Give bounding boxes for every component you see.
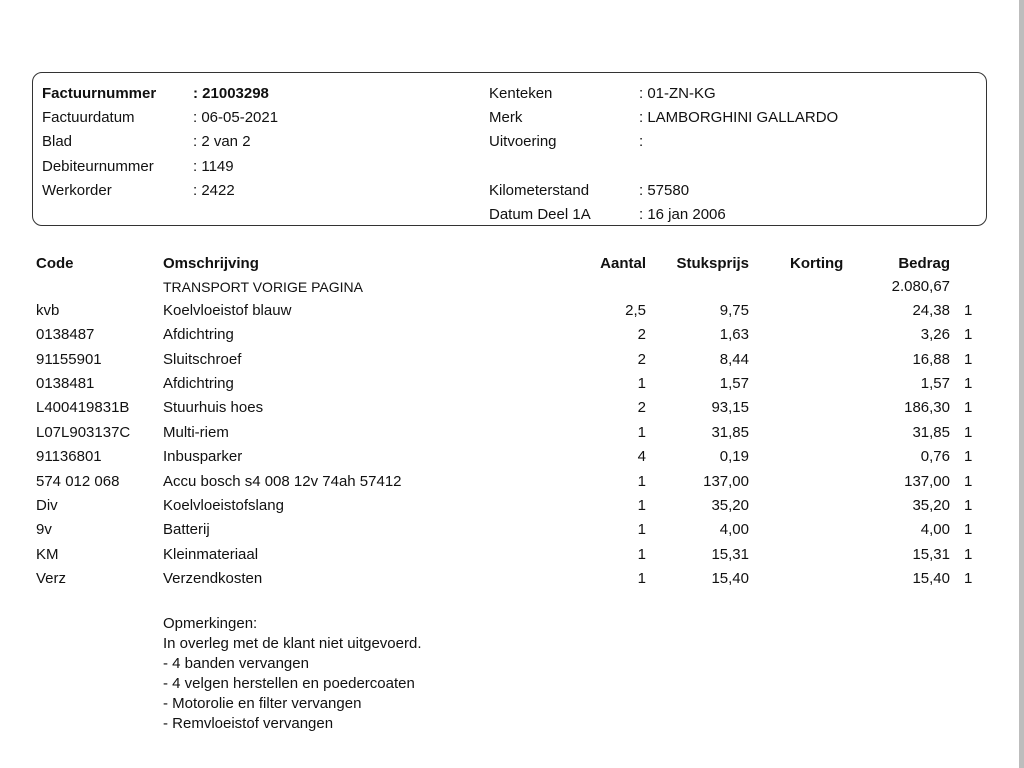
item-unit-price: 0,19	[719, 448, 749, 465]
item-vat-code: 1	[964, 570, 973, 587]
brand-value: : LAMBORGHINI GALLARDO	[639, 109, 839, 126]
remarks-line: In overleg met de klant niet uitgevoerd.	[163, 635, 422, 652]
item-code: Div	[36, 497, 58, 514]
item-description: Koelvloeistofslang	[163, 497, 284, 514]
item-unit-price: 1,63	[719, 326, 749, 343]
item-amount: 137,00	[904, 473, 950, 490]
item-quantity: 1	[637, 424, 646, 441]
table-row	[0, 325, 1024, 349]
item-amount: 186,30	[904, 399, 950, 416]
item-vat-code: 1	[964, 375, 973, 392]
item-quantity: 2	[637, 399, 646, 416]
remarks-line: - Remvloeistof vervangen	[163, 715, 334, 732]
item-description: Sluitschroef	[163, 351, 242, 368]
item-amount: 15,40	[912, 570, 950, 587]
item-unit-price: 15,31	[711, 546, 749, 563]
item-amount: 4,00	[920, 521, 950, 538]
item-description: Inbusparker	[163, 448, 243, 465]
item-quantity: 2	[637, 351, 646, 368]
invoice-number-value: : 21003298	[193, 85, 269, 102]
invoice-date-value: : 06-05-2021	[193, 109, 279, 126]
column-header-quantity: Aantal	[600, 255, 646, 272]
item-description: Accu bosch s4 008 12v 74ah 57412	[163, 473, 402, 490]
table-row	[0, 350, 1024, 374]
item-unit-price: 1,57	[719, 375, 749, 392]
item-code: KM	[36, 546, 59, 563]
registration-date-value: : 16 jan 2006	[639, 206, 726, 223]
remarks-title: Opmerkingen:	[163, 615, 258, 632]
item-vat-code: 1	[964, 546, 973, 563]
item-amount: 35,20	[912, 497, 950, 514]
item-code: 9v	[36, 521, 52, 538]
item-code: L400419831B	[36, 399, 130, 416]
table-row	[0, 301, 1024, 325]
item-vat-code: 1	[964, 521, 973, 538]
item-unit-price: 9,75	[719, 302, 749, 319]
item-amount: 3,26	[920, 326, 950, 343]
item-quantity: 1	[637, 546, 646, 563]
item-quantity: 2	[637, 326, 646, 343]
mileage-label: Kilometerstand	[489, 182, 590, 199]
debtor-number-value: : 1149	[193, 158, 234, 175]
item-amount: 24,38	[912, 302, 950, 319]
item-vat-code: 1	[964, 326, 973, 343]
table-row	[0, 423, 1024, 447]
item-code: 91155901	[36, 351, 102, 368]
item-vat-code: 1	[964, 302, 973, 319]
remarks-line: - 4 velgen herstellen en poedercoaten	[163, 675, 415, 692]
item-vat-code: 1	[964, 473, 973, 490]
item-description: Koelvloeistof blauw	[163, 302, 292, 319]
column-header-description: Omschrijving	[163, 255, 259, 272]
item-code: L07L903137C	[36, 424, 131, 441]
variant-value: :	[639, 133, 644, 150]
variant-label: Uitvoering	[489, 133, 557, 150]
transport-row	[0, 277, 1024, 301]
invoice-date-label: Factuurdatum	[42, 109, 135, 126]
item-quantity: 2,5	[625, 302, 646, 319]
registration-date-label: Datum Deel 1A	[489, 206, 591, 223]
item-unit-price: 93,15	[711, 399, 749, 416]
item-description: Kleinmateriaal	[163, 546, 259, 563]
item-amount: 15,31	[912, 546, 950, 563]
item-amount: 1,57	[920, 375, 950, 392]
item-unit-price: 8,44	[719, 351, 749, 368]
page-label: Blad	[42, 133, 73, 150]
column-header-amount: Bedrag	[898, 255, 950, 272]
table-row	[0, 374, 1024, 398]
mileage-value: : 57580	[639, 182, 690, 199]
remarks-line: - 4 banden vervangen	[163, 655, 309, 672]
item-unit-price: 4,00	[719, 521, 749, 538]
invoice-number-label: Factuurnummer	[42, 85, 157, 102]
license-plate-value: : 01-ZN-KG	[639, 85, 716, 102]
item-unit-price: 31,85	[711, 424, 749, 441]
table-row	[0, 496, 1024, 520]
transport-amount: 2.080,67	[891, 278, 950, 295]
work-order-label: Werkorder	[42, 182, 112, 199]
remarks-block	[163, 614, 422, 734]
item-code: 0138481	[36, 375, 95, 392]
item-unit-price: 137,00	[703, 473, 749, 490]
item-quantity: 1	[637, 375, 646, 392]
table-row	[0, 569, 1024, 593]
column-header-discount: Korting	[790, 255, 844, 272]
brand-label: Merk	[489, 109, 523, 126]
item-quantity: 4	[637, 448, 646, 465]
item-code: 91136801	[36, 448, 102, 465]
item-code: 574 012 068	[36, 473, 120, 490]
page-value: : 2 van 2	[193, 133, 251, 150]
item-vat-code: 1	[964, 497, 973, 514]
table-row	[0, 520, 1024, 544]
item-description: Stuurhuis hoes	[163, 399, 264, 416]
item-code: kvb	[36, 302, 60, 319]
item-quantity: 1	[637, 497, 646, 514]
debtor-number-label: Debiteurnummer	[42, 158, 154, 175]
column-header-code: Code	[36, 255, 74, 272]
item-quantity: 1	[637, 570, 646, 587]
item-code: Verz	[36, 570, 67, 587]
item-vat-code: 1	[964, 351, 973, 368]
transport-description: TRANSPORT VORIGE PAGINA	[163, 279, 363, 295]
item-vat-code: 1	[964, 399, 973, 416]
item-quantity: 1	[637, 521, 646, 538]
item-description: Afdichtring	[163, 375, 234, 392]
table-row	[0, 472, 1024, 496]
item-description: Verzendkosten	[163, 570, 263, 587]
item-unit-price: 35,20	[711, 497, 749, 514]
item-description: Batterij	[163, 521, 210, 538]
item-quantity: 1	[637, 473, 646, 490]
item-unit-price: 15,40	[711, 570, 749, 587]
table-row	[0, 545, 1024, 569]
item-description: Multi-riem	[163, 424, 229, 441]
work-order-value: : 2422	[193, 182, 235, 199]
remarks-line: - Motorolie en filter vervangen	[163, 695, 362, 712]
item-vat-code: 1	[964, 448, 973, 465]
item-amount: 31,85	[912, 424, 950, 441]
item-description: Afdichtring	[163, 326, 234, 343]
license-plate-label: Kenteken	[489, 85, 553, 102]
item-amount: 16,88	[912, 351, 950, 368]
table-row	[0, 398, 1024, 422]
item-vat-code: 1	[964, 424, 973, 441]
item-amount: 0,76	[920, 448, 950, 465]
column-header-unit-price: Stuksprijs	[676, 255, 749, 272]
table-row	[0, 447, 1024, 471]
item-code: 0138487	[36, 326, 95, 343]
